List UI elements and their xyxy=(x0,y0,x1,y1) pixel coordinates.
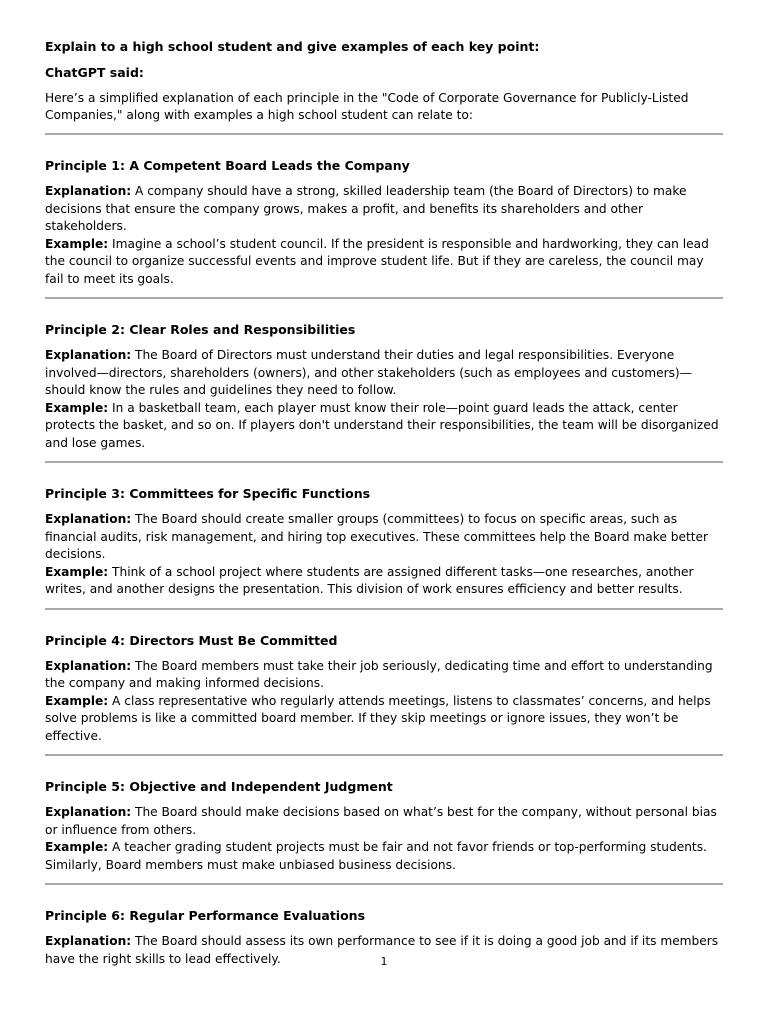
explanation-label: Explanation: xyxy=(45,184,132,198)
principle-section xyxy=(45,135,723,297)
example-label: Example: xyxy=(45,840,109,854)
explanation-paragraph xyxy=(45,658,723,693)
explanation-text: The Board members must take their job seriously, dedicating time and effort to understanding the company and making informed decisions. xyxy=(45,658,713,690)
principle-section xyxy=(45,299,723,461)
explanation-paragraph xyxy=(45,347,723,400)
assistant-label: ChatGPT said: xyxy=(45,65,144,80)
example-label: Example: xyxy=(45,236,109,251)
explanation-text: The Board of Directors must understand their duties and legal responsibilities. Everyone involved—directors, shareholders (owners), and other stakeholders (such as employees and customers)—should know the rules and guidelines they need to follow. xyxy=(45,348,692,397)
example-label: Example: xyxy=(45,693,109,708)
principle-title: Principle 3: Committees for Specific Functions xyxy=(45,486,371,501)
explanation-text: The Board should assess its own performance to see if it is doing a good job and if its members have the right skills to lead effectively. xyxy=(45,934,719,966)
explanation-text: The Board should create smaller groups (committees) to focus on specific areas, such as financial audits, risk management, and hiring top executives. These committees help the Board make better decisions. xyxy=(45,512,709,561)
example-text: A class representative who regularly attends meetings, listens to classmates’ concerns, and helps solve problems is like a committed board member. If they skip meetings or ignore issues, they won’t be effective. xyxy=(45,693,711,743)
example-paragraph xyxy=(45,693,723,746)
example-paragraph xyxy=(45,400,723,453)
example-label: Example: xyxy=(45,564,109,579)
principle-section xyxy=(45,756,723,883)
principle-section xyxy=(45,610,723,755)
example-text: A teacher grading student projects must be fair and not favor friends or top-performing students. Similarly, Board members must make unbiased business decisions. xyxy=(45,840,707,872)
explanation-label: Explanation: xyxy=(45,512,132,526)
document-page xyxy=(45,38,723,977)
explanation-label: Explanation: xyxy=(45,805,132,819)
principle-title: Principle 1: A Competent Board Leads the Company xyxy=(45,158,410,173)
principle-section xyxy=(45,463,723,608)
example-paragraph xyxy=(45,236,723,289)
explanation-paragraph xyxy=(45,183,723,236)
intro-paragraph: Here’s a simplified explanation of each principle in the "Code of Corporate Governance for Publicly-Listed Companies," along with examples a high school student can relate to: xyxy=(45,91,689,122)
explanation-text: A company should have a strong, skilled leadership team (the Board of Directors) to make decisions that ensure the company grows, makes a profit, and benefits its shareholders and other stakeholders. xyxy=(45,184,687,233)
principle-title: Principle 4: Directors Must Be Committed xyxy=(45,632,338,648)
example-text: In a basketball team, each player must know their role—point guard leads the attack, center protects the basket, and so on. If players don't understand their responsibilities, the team will be disorganized and lose games. xyxy=(45,400,719,450)
example-text: Think of a school project where students are assigned different tasks—one researches, another writes, and another designs the presentation. This division of work ensures efficiency and better results. xyxy=(45,564,694,596)
explanation-text: The Board should make decisions based on what’s best for the company, without personal bias or influence from others. xyxy=(45,805,717,837)
principle-title: Principle 6: Regular Performance Evaluations xyxy=(45,908,366,923)
example-paragraph xyxy=(45,839,723,874)
user-prompt: Explain to a high school student and give examples of each key point: xyxy=(45,39,540,54)
explanation-label: Explanation: xyxy=(45,658,132,673)
explanation-label: Explanation: xyxy=(45,348,132,362)
example-paragraph xyxy=(45,564,723,599)
explanation-label: Explanation: xyxy=(45,934,132,948)
principle-title: Principle 5: Objective and Independent Judgment xyxy=(45,779,393,794)
explanation-paragraph xyxy=(45,804,723,839)
example-label: Example: xyxy=(45,400,109,415)
page-number: 1 xyxy=(380,955,388,968)
principle-title: Principle 2: Clear Roles and Responsibilities xyxy=(45,322,356,337)
example-text: Imagine a school’s student council. If the president is responsible and hardworking, they can lead the council to organize successful events and improve student life. But if they are careless, the council may fail to meet its goals. xyxy=(45,236,709,286)
explanation-paragraph xyxy=(45,511,723,564)
